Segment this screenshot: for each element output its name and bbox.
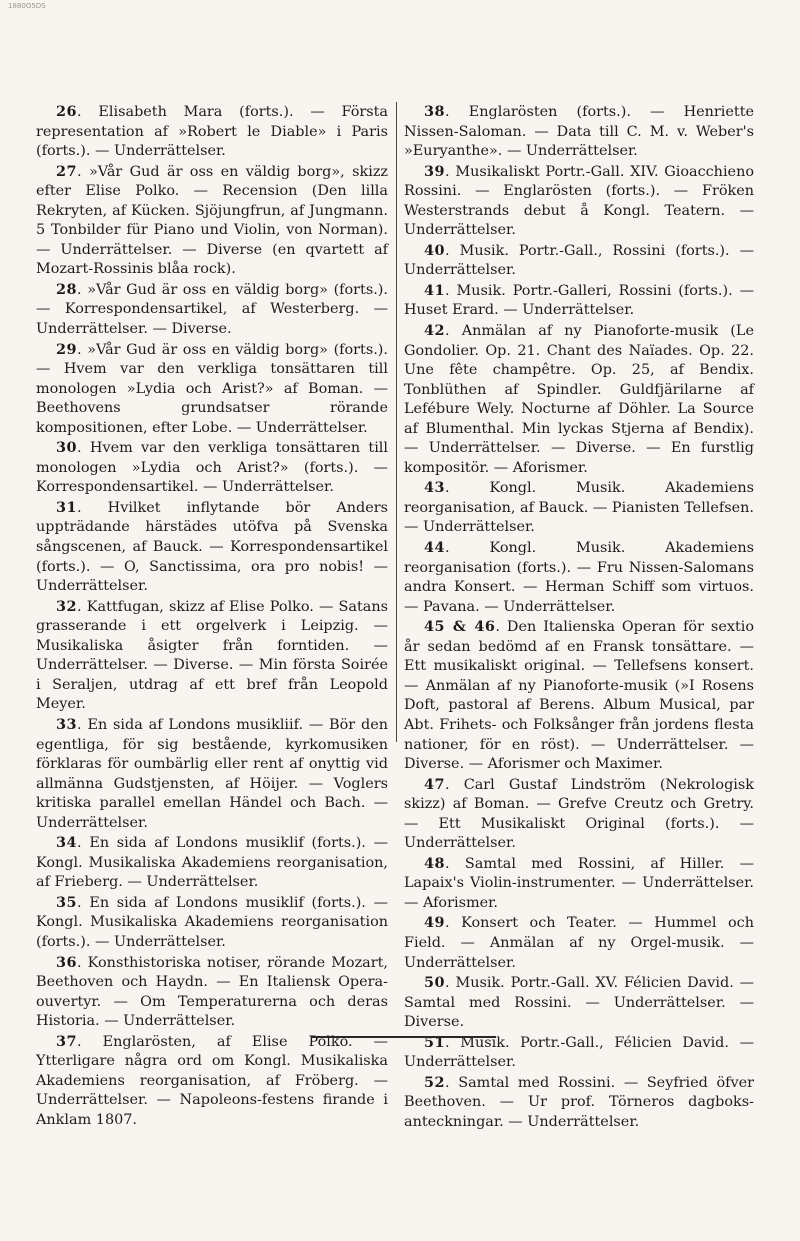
issue-contents: Hvilket inflytande bör Anders uppträdande härstädes utöfva på Svenska sångscenen, af Bauck. — Korrespondensartikel (forts.). — O, Sanctissima, ora pro nobis! — Underrättelser. xyxy=(36,499,388,595)
index-entry: 38. Englarösten (forts.). — Henriette Nissen-Saloman. — Data till C. M. v. Weber's »Euryanthe». — Underrättelser. xyxy=(404,103,754,160)
issue-contents: Musik. Portr.-Gall., Félicien David. — Underrättelser. xyxy=(404,1034,754,1071)
index-entry: 44. Kongl. Musik. Akademiens reorganisation (forts.). — Fru Nissen-Salomans andra Konsert. — Herman Schiff som virtuos. — Pavana. — Underrättelser. xyxy=(404,539,754,615)
issue-contents: Samtal med Rossini. — Seyfried öfver Beethoven. — Ur prof. Törneros dagboks-anteckningar. — Underrättelser. xyxy=(404,1074,755,1130)
issue-contents: Anmälan af ny Pianoforte-musik (Le Gondolier. Op. 21. Chant des Naïades. Op. 22. Une fête champêtre. Op. 25, af Bendix. Tonblüthen af Spindler. Guldfjärilarne af Lefébure Wely. Nocturne af Döhler. La Source af Blumenthal. Min lyckas Stjerna af Bendix). — Underrättelser. — Diverse. — En furstlig kompositör. — Aforismer. xyxy=(404,323,754,476)
issue-contents: »Vår Gud är oss en väldig borg», skizz efter Elise Polko. — Recension (Den lilla Rekryten, af Kücken. Sjöjungfrun, af Jungmann. 5 Tonbilder für Piano und Violin, von Norman). — Underrättelser. — Diverse (en qvartett af Mozart-Rossinis blåa rock). xyxy=(36,163,388,278)
issue-contents: Kongl. Musik. Akademiens reorganisation (forts.). — Fru Nissen-Salomans andra Konsert. — Herman Schiff som virtuos. — Pavana. — Underrättelser. xyxy=(404,540,754,615)
index-entry: 36. Konsthistoriska notiser, rörande Mozart, Beethoven och Haydn. — En Italiensk Opera-ouvertyr. — Om Temperaturerna och deras Historia. — Underrättelser. xyxy=(36,953,388,1030)
index-entry: 43. Kongl. Musik. Akademiens reorganisation, af Bauck. — Pianisten Tellefsen. — Underrättelser. xyxy=(404,479,754,536)
issue-number: 37 xyxy=(56,1032,78,1050)
index-entry: 27. »Vår Gud är oss en väldig borg», skizz efter Elise Polko. — Recension (Den lilla Rekryten, af Kücken. Sjöjungfrun, af Jungmann. 5 Tonbilder für Piano und Violin, von Norman). — Underrättelser. — Diverse (en qvartett af Mozart-Rossinis blåa rock). xyxy=(36,162,388,278)
index-entry: 41. Musik. Portr.-Galleri, Rossini (forts.). — Huset Erard. — Underrättelser. xyxy=(404,281,754,319)
issue-number: 29 xyxy=(56,340,78,358)
issue-number: 52 xyxy=(424,1073,446,1091)
issue-number: 39 xyxy=(424,162,446,180)
index-entry: 39. Musikaliskt Portr.-Gall. XIV. Gioacchieno Rossini. — Englarösten (forts.). — Fröken Westerstrands debut å Kongl. Teatern. — Underrättelser. xyxy=(404,162,755,239)
issue-number: 43 xyxy=(424,479,446,497)
issue-number: 51 xyxy=(424,1033,446,1051)
issue-contents: Musik. Portr.-Galleri, Rossini (forts.). — Huset Erard. — Underrättelser. xyxy=(404,282,754,319)
issue-number: 41 xyxy=(424,281,446,299)
index-entry: 37. Englarösten, af Elise Polko. — Ytterligare några ord om Kongl. Musikaliska Akademiens reorganisation, af Fröberg. — Underrättelser. — Napoleons-festens firande i Anklam 1807. xyxy=(36,1032,388,1128)
issue-number: 36 xyxy=(56,953,78,971)
issue-contents: Elisabeth Mara (forts.). — Första representation af »Robert le Diable» i Paris (forts.). — Underrättelser. xyxy=(36,104,388,160)
index-entry: 48. Samtal med Rossini, af Hiller. — Lapaix's Violin-instrumenter. — Underrättelser. — Aforismer. xyxy=(404,854,754,911)
issue-number: 50 xyxy=(424,974,446,992)
index-entry: 45 & 46. Den Italienska Operan för sextio år sedan bedömd af en Fransk tonsättare. — Ett musikaliskt original. — Tellefsens konsert. — Anmälan af ny Pianoforte-musik (»I Rosens Doft, pastoral af Berens. Album Musical, par Abt. Frihets- och Folksånger från jordens flesta nationer, för en röst). — Underrättelser. — Diverse. — Aforismer och Maximer. xyxy=(404,618,754,773)
index-entry: 34. En sida af Londons musiklif (forts.). — Kongl. Musikaliska Akademiens reorganisation, af Frieberg. — Underrättelser. xyxy=(36,834,388,891)
issue-number: 42 xyxy=(424,322,446,340)
index-entry: 29. »Vår Gud är oss en väldig borg» (forts.). — Hvem var den verkliga tonsättaren till monologen »Lydia och Arist?» af Boman. — Beethovens grundsatser rörande kompositionen, efter Lobe. — Underrättelser. xyxy=(36,340,388,436)
issue-number: 47 xyxy=(424,775,446,793)
index-entry: 49. Konsert och Teater. — Hummel och Field. — Anmälan af ny Orgel-musik. — Underrättelser. xyxy=(404,914,754,971)
index-entry: 26. Elisabeth Mara (forts.). — Första representation af »Robert le Diable» i Paris (forts.). — Underrättelser. xyxy=(36,103,388,160)
index-entry: 33. En sida af Londons musikliif. — Bör den egentliga, för sig bestående, kyrkomusiken förklaras för oumbärlig eller rent af onyttig vid allmänna Gudstjensten, af Höijer. — Voglers kritiska parallel emellan Händel och Bach. — Underrättelser. xyxy=(36,715,388,831)
issue-number: 48 xyxy=(424,854,446,872)
left-column xyxy=(36,102,388,1130)
issue-number: 44 xyxy=(424,539,446,557)
index-entry: 35. En sida af Londons musiklif (forts.). — Kongl. Musikaliska Akademiens reorganisation (forts.). — Underrättelser. xyxy=(36,893,388,950)
index-entry: 50. Musik. Portr.-Gall. XV. Félicien David. — Samtal med Rossini. — Underrättelser. — Diverse. xyxy=(404,974,754,1031)
issue-contents: Konsthistoriska notiser, rörande Mozart, Beethoven och Haydn. — En Italiensk Opera-ouvertyr. — Om Temperaturerna och deras Historia. — Underrättelser. xyxy=(36,954,388,1030)
index-entry: 52. Samtal med Rossini. — Seyfried öfver Beethoven. — Ur prof. Törneros dagboks-anteckningar. — Underrättelser. xyxy=(404,1073,755,1130)
issue-contents: En sida af Londons musiklif (forts.). — Kongl. Musikaliska Akademiens reorganisation, af Frieberg. — Underrättelser. xyxy=(36,835,388,891)
issue-number: 45 & 46 xyxy=(424,618,496,636)
index-entry: 51. Musik. Portr.-Gall., Félicien David. — Underrättelser. xyxy=(404,1033,754,1071)
issue-contents: Musik. Portr.-Gall., Rossini (forts.). — Underrättelser. xyxy=(404,242,755,279)
library-stamp: 1880O5DS xyxy=(8,2,46,10)
issue-number: 32 xyxy=(56,597,78,615)
issue-contents: Englarösten (forts.). — Henriette Nissen-Saloman. — Data till C. M. v. Weber's »Euryanthe». — Underrättelser. xyxy=(404,104,754,160)
index-entry: 47. Carl Gustaf Lindström (Nekrologisk skizz) af Boman. — Grefve Creutz och Gretry. — Ett Musikaliskt Original (forts.). — Underrättelser. xyxy=(404,775,754,852)
issue-number: 38 xyxy=(424,103,446,120)
issue-number: 49 xyxy=(424,914,446,932)
index-entry: 28. »Vår Gud är oss en väldig borg» (forts.). — Korrespondensartikel, af Westerberg. — Underrättelser. — Diverse. xyxy=(36,280,388,338)
end-rule xyxy=(312,1036,496,1038)
issue-contents: Englarösten, af Elise Polko. — Ytterligare några ord om Kongl. Musikaliska Akademiens reorganisation, af Fröberg. — Underrättelser. — Napoleons-festens firande i Anklam 1807. xyxy=(36,1033,388,1128)
issue-number: 33 xyxy=(56,715,78,733)
issue-number: 34 xyxy=(56,834,78,852)
issue-contents: Konsert och Teater. — Hummel och Field. — Anmälan af ny Orgel-musik. — Underrättelser. xyxy=(404,915,754,971)
index-entry: 40. Musik. Portr.-Gall., Rossini (forts.). — Underrättelser. xyxy=(404,241,755,279)
issue-contents: Carl Gustaf Lindström (Nekrologisk skizz) af Boman. — Grefve Creutz och Gretry. — Ett Musikaliskt Original (forts.). — Underrättelser. xyxy=(404,776,754,852)
issue-contents: Kattfugan, skizz af Elise Polko. — Satans grasserande i ett orgelverk i Leipzig. — Musikaliska åsigter från forntiden. — Underrättelser. — Diverse. — Min första Soirée i Seraljen, utdrag af ett bref från Leopold Meyer. xyxy=(36,598,388,713)
column-divider xyxy=(396,102,397,742)
issue-number: 27 xyxy=(56,162,78,180)
right-column xyxy=(404,102,754,1132)
issue-contents: Musikaliskt Portr.-Gall. XIV. Gioacchieno Rossini. — Englarösten (forts.). — Fröken Westerstrands debut å Kongl. Teatern. — Underrättelser. xyxy=(404,163,755,239)
issue-contents: Hvem var den verkliga tonsättaren till monologen »Lydia och Arist?» (forts.). — Korrespondensartikel. — Underrättelser. xyxy=(36,440,388,496)
issue-contents: Kongl. Musik. Akademiens reorganisation, af Bauck. — Pianisten Tellefsen. — Underrättelser. xyxy=(404,480,754,536)
index-entry: 32. Kattfugan, skizz af Elise Polko. — Satans grasserande i ett orgelverk i Leipzig. — Musikaliska åsigter från forntiden. — Underrättelser. — Diverse. — Min första Soirée i Seraljen, utdrag af ett bref från Leopold Meyer. xyxy=(36,597,388,713)
index-entry: 42. Anmälan af ny Pianoforte-musik (Le Gondolier. Op. 21. Chant des Naïades. Op. 22. Une fête champêtre. Op. 25, af Bendix. Tonblüthen af Spindler. Guldfjärilarne af Lefébure Wely. Nocturne af Döhler. La Source af Blumenthal. Min lyckas Stjerna af Bendix). — Underrättelser. — Diverse. — En furstlig kompositör. — Aforismer. xyxy=(404,322,754,476)
issue-number: 35 xyxy=(56,893,78,911)
issue-number: 26 xyxy=(56,103,78,120)
issue-contents: Samtal med Rossini, af Hiller. — Lapaix's Violin-instrumenter. — Underrättelser. — Aforismer. xyxy=(404,855,754,911)
issue-number: 28 xyxy=(56,280,78,298)
issue-number: 40 xyxy=(424,241,446,259)
issue-number: 30 xyxy=(56,439,78,457)
issue-contents: »Vår Gud är oss en väldig borg» (forts.). — Korrespondensartikel, af Westerberg. — Underrättelser. — Diverse. xyxy=(36,281,388,338)
index-entry: 31. Hvilket inflytande bör Anders uppträdande härstädes utöfva på Svenska sångscenen, af Bauck. — Korrespondensartikel (forts.). — O, Sanctissima, ora pro nobis! — Underrättelser. xyxy=(36,498,388,595)
index-entry: 30. Hvem var den verkliga tonsättaren till monologen »Lydia och Arist?» (forts.). — Korrespondensartikel. — Underrättelser. xyxy=(36,439,388,496)
issue-contents: En sida af Londons musiklif (forts.). — Kongl. Musikaliska Akademiens reorganisation (forts.). — Underrättelser. xyxy=(36,894,388,950)
issue-contents: Den Italienska Operan för sextio år sedan bedömd af en Fransk tonsättare. — Ett musikaliskt original. — Tellefsens konsert. — Anmälan af ny Pianoforte-musik (»I Rosens Doft, pastoral af Berens. Album Musical, par Abt. Frihets- och Folksånger från jordens flesta nationer, för en röst). — Underrättelser. — Diverse. — Aforismer och Maximer. xyxy=(404,619,754,773)
issue-contents: En sida af Londons musikliif. — Bör den egentliga, för sig bestående, kyrkomusiken förklaras för oumbärlig eller rent af onyttig vid allmänna Gudstjensten, af Höijer. — Voglers kritiska parallel emellan Händel och Bach. — Underrättelser. xyxy=(36,716,388,831)
issue-number: 31 xyxy=(56,498,78,516)
issue-contents: »Vår Gud är oss en väldig borg» (forts.). — Hvem var den verkliga tonsättaren till monologen »Lydia och Arist?» af Boman. — Beethovens grundsatser rörande kompositionen, efter Lobe. — Underrättelser. xyxy=(36,341,388,436)
issue-contents: Musik. Portr.-Gall. XV. Félicien David. — Samtal med Rossini. — Underrättelser. — Diverse. xyxy=(404,975,754,1031)
